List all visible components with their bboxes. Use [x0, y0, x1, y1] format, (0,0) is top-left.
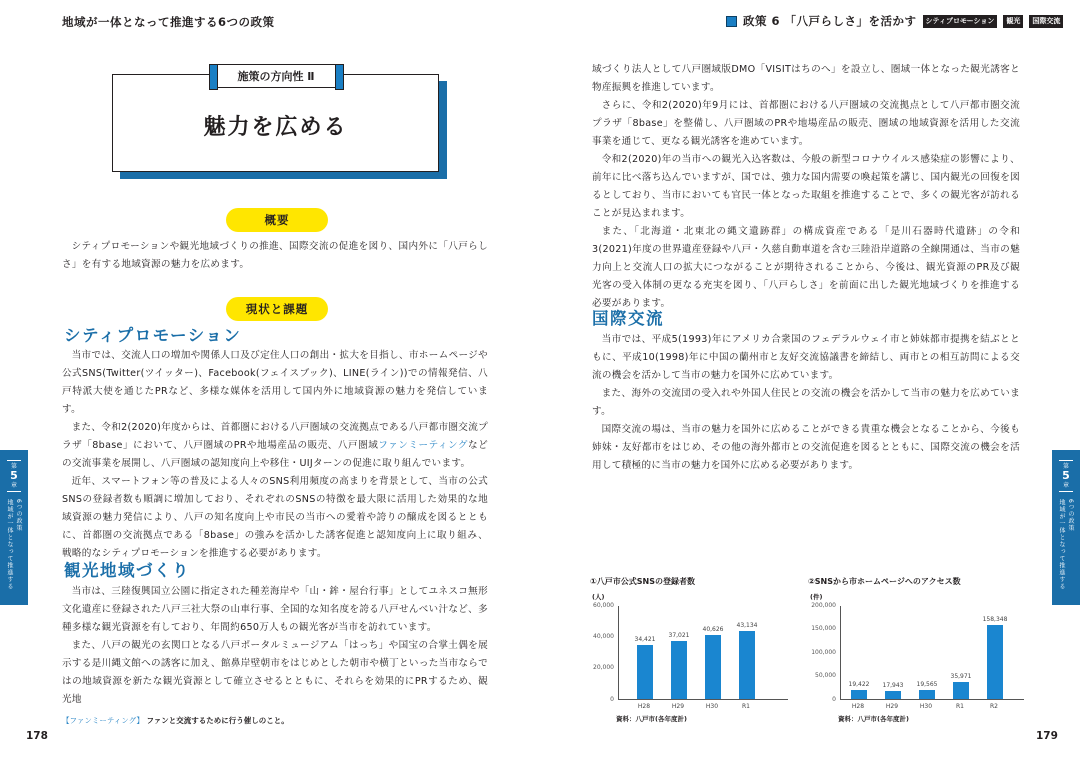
chapter-title [1058, 499, 1074, 590]
chart-source: 資料：八戸市(各年度計) [838, 715, 909, 723]
paragraph: また、「北海道・北東北の縄文遺跡群」の構成資産である「是川石器時代遺跡」の令和3(2021)年度の世界遺産登録や八戸・久慈自動車道を含む三陸沿岸道路の全線開通は、当市の魅力向上と交流人口の拡大につながることが期待されることから、今後は、観光資源のPR及び観光客の受入体制の更なる充実を図り、「八戸らしさ」を前面に出した観光地域づくりを推進する必要があります。 [592, 226, 1020, 309]
bar-h28 [637, 645, 653, 699]
chart-unit: (件) [810, 593, 823, 601]
bar-h30 [919, 690, 935, 699]
x-tick: H28 [851, 703, 865, 710]
bar-r2 [987, 625, 1003, 699]
chapter-tab-left[interactable] [0, 450, 28, 605]
paragraph: 令和2(2020)年の当市への観光入込客数は、今般の新型コロナウイルス感染症の影響により、前年に比べ落ち込んでいますが、国では、強力な国内需要の喚起策を講じ、国内観光の回復を図るとしており、当市においても官民一体となった取組を推進することで、多くの観光客が訪れることが見込まれます。 [592, 154, 1020, 219]
footnote-text: ファンと交流するために行う催しのこと。 [146, 716, 289, 725]
bar-value: 19,422 [848, 681, 870, 688]
bar-h28 [851, 690, 867, 699]
plot-area [840, 606, 1024, 700]
bar-r1 [953, 682, 969, 699]
y-tick: 200,000 [811, 602, 836, 609]
chapter-number: 5 [1062, 469, 1070, 482]
y-tick: 40,000 [593, 633, 614, 640]
chapter-label: 章 [10, 482, 17, 489]
chapter-tab-right[interactable] [1052, 450, 1080, 605]
running-head-left: 地域が一体となって推進する6つの政策 [62, 15, 275, 29]
tourism-body [62, 583, 488, 709]
chapter-label: 第 [10, 463, 17, 470]
tag-badge: シティプロモーション [923, 15, 998, 28]
footnote [62, 715, 289, 726]
paragraph: また、海外の交流団の受入れや外国人住民との交流の機会を活かして当市の魅力を広めています。 [592, 388, 1020, 417]
paragraph-text: また、令和2(2020)年度からは、首都圏における八戸圏域の交流拠点である八戸都市圏交流プラザ「8base」において、八戸圏域のPRや地場産品の販売、八戸圏域 [62, 422, 488, 451]
section-heading-city-promotion: シティプロモーション [64, 326, 242, 345]
paragraph: 当市では、平成5(1993)年にアメリカ合衆国のフェデラルウェイ市と姉妹都市提携を結ぶとともに、平成10(1998)年に中国の蘭州市と友好交流協議書を締結し、両市との相互訪問による交流の機会を活かして当市の魅力を国外に広めています。 [592, 334, 1020, 381]
y-tick: 0 [832, 696, 836, 703]
square-marker-icon [726, 16, 737, 27]
paragraph [62, 419, 488, 473]
paragraph-text: などの交流事業を展開し、八戸圏域の認知度向上や移住・UIJターンの促進に取り組んでいます。 [62, 440, 488, 469]
bar-r1 [739, 631, 755, 699]
plot-area [618, 606, 788, 700]
bar-value: 35,971 [950, 673, 972, 680]
chart-title: ②SNSから市ホームページへのアクセス数 [808, 577, 961, 586]
x-tick: R2 [990, 703, 998, 710]
bar-value: 43,134 [736, 622, 758, 629]
chapter-title-line: 地域が一体となって推進する [1058, 499, 1065, 590]
y-tick: 150,000 [811, 625, 836, 632]
chapter-title-line: 6つの政策 [15, 499, 22, 532]
bar-value: 19,565 [916, 681, 938, 688]
bar-value: 40,626 [702, 626, 724, 633]
divider [7, 460, 21, 461]
overview-pill: 概要 [226, 208, 328, 232]
glossary-term-link[interactable]: ファンミーティング [378, 440, 468, 451]
y-tick: 60,000 [593, 602, 614, 609]
tag-badge: 国際交流 [1029, 15, 1063, 28]
y-tick: 100,000 [811, 649, 836, 656]
x-tick: R1 [742, 703, 750, 710]
bar-h29 [671, 641, 687, 699]
paragraph: 域づくり法人として八戸圏域版DMO「VISITはちのへ」を設立し、圏域一体となった観光誘客と物産振興を推進しています。 [592, 64, 1020, 93]
bar-value: 37,021 [668, 632, 690, 639]
footnote-term: 【ファンミーティング】 [62, 716, 144, 725]
paragraph: 国際交流の場は、当市の魅力を国外に広めることができる貴重な機会となることから、今後も姉妹・友好都市をはじめ、その他の海外都市との交流促進を図るとともに、国際交流の機会を活用して積極的に当市の魅力を国外に広める必要があります。 [592, 424, 1020, 471]
status-pill: 現状と課題 [226, 297, 328, 321]
bar-value: 17,943 [882, 682, 904, 689]
x-tick: R1 [956, 703, 964, 710]
paragraph: 当市では、交流人口の増加や関係人口及び定住人口の創出・拡大を目指し、市ホームページや公式SNS(Twitter(ツイッター)、Facebook(フェイスブック)、LINE(ライン))での情報発信、八戸特派大使を通じたPRなど、多様な媒体を活用して国内外に地域資源の魅力を発信しています。 [62, 350, 488, 415]
running-head-right [726, 13, 1063, 29]
chart-unit: (人) [592, 593, 605, 601]
chapter-title-line: 地域が一体となって推進する [6, 499, 13, 590]
x-tick: H30 [919, 703, 933, 710]
paragraph: また、八戸の観光の玄関口となる八戸ポータルミュージアム「はっち」や国宝の合掌土偶を展示する是川縄文館への誘客に加え、館鼻岸壁朝市をはじめとした朝市や横丁といった当市ならではの地域資源を新たな観光資源として確立させるとともに、それらを効果的にPRするため、観光地 [62, 640, 488, 705]
chapter-title-line: 6つの政策 [1067, 499, 1074, 532]
policy-title: 政策 6 「八戸らしさ」を活かす [743, 14, 917, 28]
section-heading-international: 国際交流 [592, 309, 664, 328]
overview-text [62, 238, 488, 274]
chart-source: 資料：八戸市(各年度計) [616, 715, 687, 723]
chart-title: ①八戸市公式SNSの登録者数 [590, 577, 695, 586]
bar-value: 34,421 [634, 636, 656, 643]
chart-sns-subscribers [590, 576, 790, 726]
chapter-label: 第 [1062, 463, 1069, 470]
bar-h29 [885, 691, 901, 700]
paragraph: 近年、スマートフォン等の普及による人々のSNS利用頻度の高まりを背景として、当市の公式SNSの登録者数も順調に増加しており、それぞれのSNSの特徴を最大限に活用した効果的な地域資源の魅力発信により、八戸の知名度向上や市民の当市への愛着や誇りの醸成を図るとともに、首都圏の交流拠点である「8base」の強みを活かした誘客促進と認知度向上に取り組み、戦略的なシティプロモーションを推進する必要があります。 [62, 476, 488, 559]
page-number-left: 178 [26, 730, 48, 742]
city-promotion-body [62, 347, 488, 563]
bar-h30 [705, 635, 721, 699]
y-tick: 50,000 [815, 672, 836, 679]
y-tick: 0 [610, 696, 614, 703]
bar-value: 158,348 [982, 616, 1008, 623]
tourism-body-continued [592, 61, 1020, 313]
x-tick: H29 [671, 703, 685, 710]
x-tick: H28 [637, 703, 651, 710]
paragraph: さらに、令和2(2020)年9月には、首都圏における八戸圏域の交流拠点として八戸都市圏交流プラザ「8base」を整備し、八戸圏域のPRや地場産品の販売、圏域の地域資源を活用した交流事業を通じて、更なる観光誘客を進めています。 [592, 100, 1020, 147]
title-tab: 施策の方向性 Ⅱ [209, 64, 343, 88]
x-tick: H30 [705, 703, 719, 710]
page-number-right: 179 [1036, 730, 1058, 742]
chapter-label: 章 [1062, 482, 1069, 489]
chapter-number: 5 [10, 469, 18, 482]
chart-sns-homepage-access [808, 576, 1028, 726]
section-heading-tourism: 観光地域づくり [64, 561, 190, 580]
paragraph: 当市は、三陸復興国立公園に指定された種差海岸や「山・鉾・屋台行事」としてユネスコ無形文化遺産に登録された八戸三社大祭の山車行事、全国的な知名度を誇る八戸せんべい汁など、多種多様な観光資源を有しており、年間約650万人もの観光客が当市を訪れています。 [62, 586, 488, 633]
x-tick: H29 [885, 703, 899, 710]
divider [1059, 460, 1073, 461]
international-body [592, 331, 1020, 475]
overview-paragraph: シティプロモーションや観光地域づくりの推進、国際交流の促進を図り、国内外に「八戸らしさ」を有する地域資源の魅力を広めます。 [62, 241, 488, 270]
tag-badge: 観光 [1003, 15, 1023, 28]
y-tick: 20,000 [593, 664, 614, 671]
chapter-title [6, 499, 22, 590]
page-title: 魅力を広める [203, 115, 348, 140]
divider [7, 491, 21, 492]
divider [1059, 491, 1073, 492]
